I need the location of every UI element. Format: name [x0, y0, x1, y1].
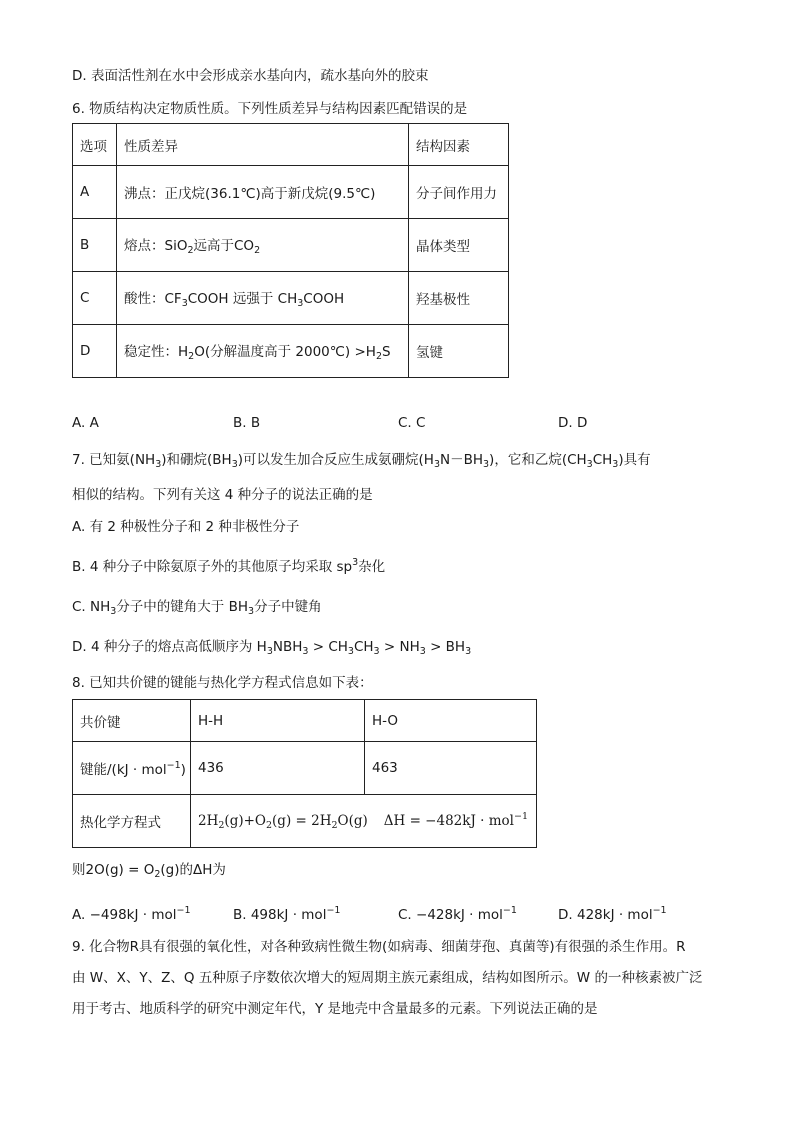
q7-stem-line1	[72, 450, 651, 475]
q8-table	[72, 699, 537, 848]
text: (g)的ΔH为	[160, 862, 226, 878]
subscript: 2	[265, 820, 273, 831]
text: B. 498kJ · mol	[233, 907, 327, 923]
text: 分子中的键角大于 BH	[116, 599, 249, 615]
text: CH	[592, 452, 613, 468]
text: 酸性：CF	[124, 291, 182, 307]
text: )	[180, 762, 186, 778]
text: 分子中键角	[254, 599, 322, 615]
text: O(分解温度高于 2000℃) >H	[194, 344, 376, 360]
text: NBH	[272, 639, 303, 655]
q7-option-b	[72, 553, 385, 577]
q6-row-a-option: A	[73, 166, 117, 219]
q6-row-d-option: D	[73, 325, 117, 378]
q6-stem: 6. 物质结构决定物质性质。下列性质差异与结构因素匹配错误的是	[72, 101, 468, 117]
q8-equation	[191, 795, 537, 848]
text: D. 4 种分子的熔点高低顺序为 H	[72, 639, 267, 655]
subscript: 3	[181, 298, 188, 309]
text: 远高于CO	[193, 238, 255, 254]
superscript: −1	[326, 905, 341, 916]
subscript: 2	[375, 351, 382, 362]
q5-option-d: D. 表面活性剂在水中会形成亲水基向内，疏水基向外的胶束	[72, 68, 429, 84]
subscript: 3	[266, 646, 273, 657]
q7-option-d	[72, 637, 471, 662]
q6-table	[72, 123, 509, 378]
q6-row-c-property	[117, 272, 409, 325]
subscript: 3	[419, 646, 426, 657]
superscript: 3	[352, 557, 359, 568]
q6-row-b	[73, 219, 509, 272]
text: 2H	[198, 813, 219, 829]
q7-stem-line2: 相似的结构。下列有关这 4 种分子的说法正确的是	[72, 487, 373, 503]
text: )和硼烷(BH	[161, 452, 232, 468]
q8-choice-b	[233, 901, 340, 925]
subscript: 3	[302, 646, 309, 657]
q8-choice-a	[72, 901, 191, 925]
q6-header-property: 性质差异	[117, 124, 409, 166]
text: > BH	[425, 639, 466, 655]
q6-row-c	[73, 272, 509, 325]
text: (g) = 2H	[272, 813, 332, 829]
q6-choice-c: C. C	[398, 415, 426, 431]
q8-row-bond	[73, 700, 537, 742]
subscript: 3	[373, 646, 380, 657]
text: 杂化	[358, 559, 386, 575]
subscript: 2	[254, 245, 261, 256]
superscript: −1	[513, 811, 528, 822]
q8-question	[72, 860, 226, 885]
q8-row-equation	[73, 795, 537, 848]
subscript: 3	[612, 459, 619, 470]
text: ΔH = −482kJ · mol	[383, 813, 514, 829]
q6-row-a-property: 沸点：正戊烷(36.1℃)高于新戊烷(9.5℃)	[117, 166, 409, 219]
q6-header-row	[73, 124, 509, 166]
q6-header-factor: 结构因素	[409, 124, 509, 166]
text: (g)+O	[224, 813, 266, 829]
q8-energy-hh: 436	[191, 742, 365, 795]
text: 稳定性：H	[124, 344, 189, 360]
superscript: −1	[502, 905, 517, 916]
subscript: 2	[331, 820, 338, 831]
q8-bond-label: 共价键	[73, 700, 191, 742]
text: CH	[353, 639, 374, 655]
q9-line3: 用于考古、地质科学的研究中测定年代，Y 是地壳中含量最多的元素。下列说法正确的是	[72, 1001, 598, 1017]
q7-option-a: A. 有 2 种极性分子和 2 种非极性分子	[72, 519, 300, 535]
q8-bond-hh: H-H	[191, 700, 365, 742]
q6-row-b-option: B	[73, 219, 117, 272]
q6-row-b-property	[117, 219, 409, 272]
q6-header-option: 选项	[73, 124, 117, 166]
subscript: 3	[297, 298, 304, 309]
q6-row-c-option: C	[73, 272, 117, 325]
q8-bond-ho: H-O	[365, 700, 537, 742]
text: )，它和乙烷(CH	[489, 452, 587, 468]
subscript: 2	[187, 245, 194, 256]
q6-row-b-factor: 晶体类型	[409, 219, 509, 272]
q6-row-a-factor: 分子间作用力	[409, 166, 509, 219]
text: D. 428kJ · mol	[558, 907, 653, 923]
text: )可以发生加合反应生成氨硼烷(H	[237, 452, 434, 468]
subscript: 3	[465, 646, 472, 657]
text: C. NH	[72, 599, 111, 615]
text: )具有	[618, 452, 651, 468]
q8-stem: 8. 已知共价键的键能与热化学方程式信息如下表：	[72, 675, 373, 691]
text: > CH	[308, 639, 348, 655]
subscript: 2	[154, 869, 161, 880]
q9-line2: 由 W、X、Y、Z、Q 五种原子序数依次增大的短周期主族元素组成，结构如图所示。W 的一种核素被广泛	[72, 970, 703, 986]
q6-row-d	[73, 325, 509, 378]
text: > NH	[379, 639, 420, 655]
superscript: −1	[176, 905, 191, 916]
q6-choice-a: A. A	[72, 415, 99, 431]
subscript: 3	[433, 459, 440, 470]
q8-energy-ho: 463	[365, 742, 537, 795]
q6-row-c-factor: 羟基极性	[409, 272, 509, 325]
q8-choice-d	[558, 901, 667, 925]
q6-choice-d: D. D	[558, 415, 588, 431]
q9-line1: 9. 化合物R具有很强的氧化性，对各种致病性微生物(如病毒、细菌芽孢、真菌等)有很强的杀生作用。R	[72, 939, 686, 955]
text: C. −428kJ · mol	[398, 907, 503, 923]
text: B. 4 种分子中除氨原子外的其他原子均采取 sp	[72, 559, 353, 575]
text: COOH	[303, 291, 345, 307]
superscript: −1	[652, 905, 667, 916]
text: 熔点：SiO	[124, 238, 188, 254]
subscript: 2	[218, 820, 225, 831]
q6-row-d-property	[117, 325, 409, 378]
subscript: 3	[231, 459, 238, 470]
q6-choice-b: B. B	[233, 415, 261, 431]
text: A. −498kJ · mol	[72, 907, 177, 923]
text: 键能/(kJ · mol	[80, 762, 167, 778]
text: O(g)	[337, 813, 368, 829]
q7-option-c	[72, 597, 322, 622]
text: 则2O(g) = O	[72, 862, 155, 878]
q8-equation-label: 热化学方程式	[73, 795, 191, 848]
subscript: 3	[248, 606, 255, 617]
q8-energy-label	[73, 742, 191, 795]
subscript: 3	[155, 459, 162, 470]
subscript: 3	[483, 459, 490, 470]
q6-row-a	[73, 166, 509, 219]
text: 7. 已知氨(NH	[72, 452, 156, 468]
equation-text	[198, 813, 528, 829]
q8-choice-c	[398, 901, 517, 925]
q8-row-energy	[73, 742, 537, 795]
text: COOH 远强于 CH	[187, 291, 298, 307]
subscript: 3	[586, 459, 593, 470]
subscript: 3	[347, 646, 354, 657]
text: S	[381, 344, 391, 360]
subscript: 2	[188, 351, 195, 362]
superscript: −1	[166, 760, 181, 771]
q6-row-d-factor: 氢键	[409, 325, 509, 378]
subscript: 3	[110, 606, 117, 617]
text: N－BH	[439, 452, 483, 468]
